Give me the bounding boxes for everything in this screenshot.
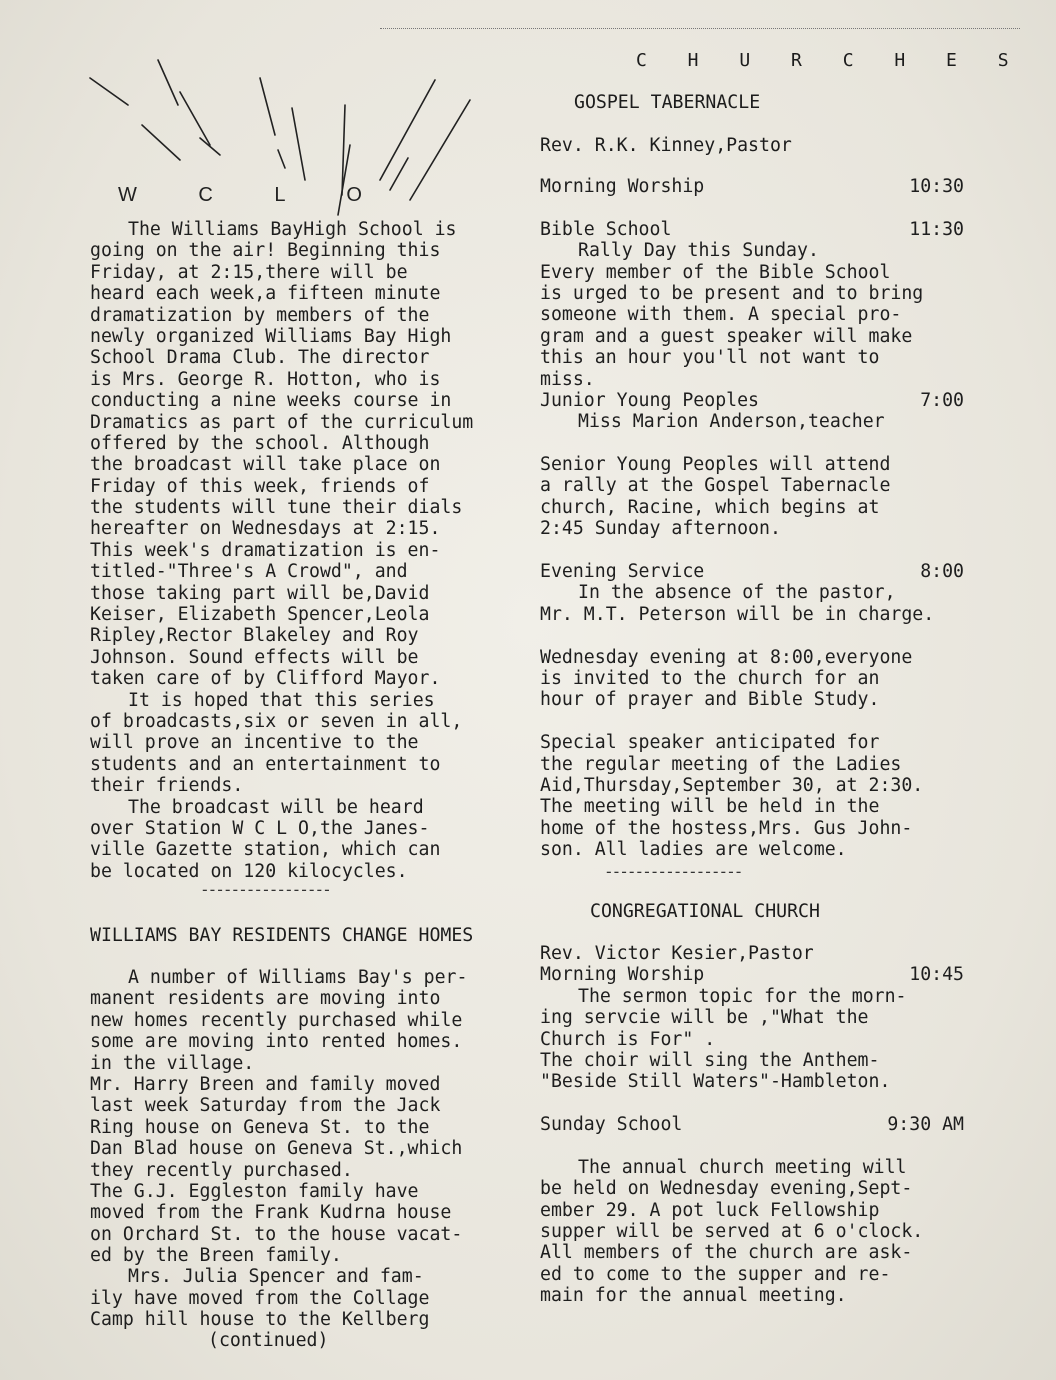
- residents-text-line: Ring house on Geneva St. to the: [90, 1116, 430, 1138]
- broadcast-text-line: titled-"Three's A Crowd", and: [90, 561, 408, 583]
- gospel-text-line: this an hour you'll not want to: [540, 347, 880, 369]
- service-name: Morning Worship: [540, 964, 705, 986]
- residents-text-line: A number of Williams Bay's per-: [128, 967, 468, 988]
- broadcast-text-line: hereafter on Wednesdays at 2:15.: [90, 518, 441, 540]
- service-name: Evening Service: [540, 561, 705, 583]
- residents-text-line: moved from the Frank Kudrna house: [90, 1202, 452, 1224]
- blank-line: [540, 540, 964, 561]
- broadcast-text-line: The Williams BayHigh School is: [128, 219, 457, 240]
- schedule-row: [540, 1114, 964, 1135]
- gospel-text-line: 2:45 Sunday afternoon.: [540, 518, 781, 540]
- residents-text-line: The G.J. Eggleston family have: [90, 1180, 419, 1202]
- broadcast-text-line: The broadcast will be heard: [128, 796, 424, 818]
- congregational-text-line: ember 29. A pot luck Fellowship: [540, 1199, 880, 1221]
- continued-note: (continued): [208, 1330, 329, 1351]
- broadcast-text-line: taken care of by Clifford Mayor.: [90, 668, 441, 690]
- broadcast-text-line: heard each week,a fifteen minute: [90, 283, 441, 305]
- schedule-row: [540, 219, 964, 240]
- gospel-text-line: home of the hostess,Mrs. Gus John-: [540, 817, 913, 839]
- residents-article-title: WILLIAMS BAY RESIDENTS CHANGE HOMES: [90, 925, 474, 946]
- gospel-text-line: Special speaker anticipated for: [540, 732, 880, 754]
- service-time: 9:30 AM: [887, 1114, 964, 1136]
- broadcast-text-line: Johnson. Sound effects will be: [90, 646, 419, 668]
- broadcast-text-line: Ripley,Rector Blakeley and Roy: [90, 625, 419, 647]
- gospel-text-line: church, Racine, which begins at: [540, 496, 880, 518]
- article-divider: -----------------: [200, 880, 330, 899]
- blank-line: [540, 433, 964, 454]
- broadcast-text-line: the students will tune their dials: [90, 497, 463, 519]
- service-name: Sunday School: [540, 1114, 683, 1136]
- service-time: 10:45: [909, 964, 964, 986]
- blank-line: [540, 943, 964, 964]
- broadcast-text-line: students and an entertainment to: [90, 753, 441, 775]
- blank-line: [540, 625, 964, 646]
- service-time: 10:30: [909, 176, 964, 197]
- gospel-text-line: miss.: [540, 368, 595, 390]
- congregational-pastor: Rev. Victor Kesier,Pastor: [540, 943, 814, 964]
- top-rule: [380, 28, 1020, 29]
- gospel-text-line: is urged to be present and to bring: [540, 282, 924, 304]
- broadcast-text-line: going on the air! Beginning this: [90, 240, 441, 262]
- gospel-text-line: The meeting will be held in the: [540, 796, 880, 818]
- blank-line: [540, 1093, 964, 1114]
- congregational-text-line: supper will be served at 6 o'clock.: [540, 1221, 924, 1243]
- congregational-text-line: The sermon topic for the morn-: [578, 985, 907, 1007]
- broadcast-text-line: ville Gazette station, which can: [90, 839, 441, 861]
- residents-text-line: new homes recently purchased while: [90, 1009, 463, 1031]
- gospel-text-line: In the absence of the pastor,: [578, 582, 896, 604]
- congregational-text-line: ing servcie will be ,"What the: [540, 1007, 869, 1029]
- congregational-text-line: main for the annual meeting.: [540, 1285, 847, 1307]
- congregational-text-line: "Beside Still Waters"-Hambleton.: [540, 1071, 891, 1093]
- residents-text-line: Mrs. Julia Spencer and fam-: [128, 1266, 424, 1288]
- broadcast-text-line: of broadcasts,six or seven in all,: [90, 710, 463, 732]
- churches-heading: C H U R C H E S: [636, 50, 1024, 71]
- schedule-row: [540, 176, 964, 197]
- broadcast-text-line: the broadcast will take place on: [90, 454, 441, 476]
- broadcast-text-line: It is hoped that this series: [128, 689, 435, 711]
- gospel-text-line: the regular meeting of the Ladies: [540, 753, 902, 775]
- service-name: Bible School: [540, 218, 672, 240]
- congregational-church-title: CONGREGATIONAL CHURCH: [590, 901, 820, 922]
- broadcast-text-line: This week's dramatization is en-: [90, 539, 441, 561]
- blank-line: [540, 1136, 964, 1157]
- section-divider: ------------------: [604, 862, 742, 881]
- schedule-row: [540, 964, 964, 985]
- service-time: 11:30: [909, 218, 964, 240]
- residents-text-line: they recently purchased.: [90, 1159, 353, 1181]
- service-time: 8:00: [920, 561, 964, 583]
- station-call-letters: W C L O: [118, 184, 390, 206]
- service-name: Junior Young Peoples: [540, 389, 759, 411]
- gospel-tabernacle-schedule: [540, 176, 964, 861]
- residents-text-line: manent residents are moving into: [90, 988, 441, 1010]
- residents-article: [90, 967, 467, 1331]
- congregational-text-line: All members of the church are ask-: [540, 1242, 913, 1264]
- broadcast-text-line: be located on 120 kilocycles.: [90, 860, 408, 882]
- congregational-schedule: [540, 943, 964, 1307]
- gospel-text-line: someone with them. A special pro-: [540, 304, 902, 326]
- residents-text-line: on Orchard St. to the house vacat-: [90, 1223, 463, 1245]
- residents-text-line: ed by the Breen family.: [90, 1245, 342, 1267]
- broadcast-text-line: Friday, at 2:15,there will be: [90, 261, 408, 283]
- congregational-text-line: Church is For" .: [540, 1028, 716, 1050]
- broadcast-text-line: School Drama Club. The director: [90, 347, 430, 369]
- broadcast-text-line: offered by the school. Although: [90, 432, 430, 454]
- gospel-text-line: Mr. M.T. Peterson will be in charge.: [540, 603, 935, 625]
- broadcast-text-line: Dramatics as part of the curriculum: [90, 411, 474, 433]
- gospel-text-line: Rally Day this Sunday.: [578, 240, 819, 262]
- blank-line: [540, 711, 964, 732]
- residents-text-line: ily have moved from the Collage: [90, 1287, 430, 1309]
- residents-text-line: Dan Blad house on Geneva St.,which: [90, 1138, 463, 1160]
- broadcast-text-line: Friday of this week, friends of: [90, 475, 430, 497]
- gospel-text-line: Miss Marion Anderson,teacher: [578, 411, 885, 433]
- blank-line: [540, 197, 964, 218]
- broadcast-text-line: newly organized Williams Bay High: [90, 325, 452, 347]
- gospel-text-line: Wednesday evening at 8:00,everyone: [540, 646, 913, 668]
- congregational-text-line: The annual church meeting will: [578, 1156, 907, 1178]
- gospel-tabernacle-title: GOSPEL TABERNACLE: [574, 92, 761, 113]
- congregational-text-line: The choir will sing the Anthem-: [540, 1049, 880, 1071]
- broadcast-text-line: dramatization by members of the: [90, 304, 430, 326]
- congregational-text-line: ed to come to the supper and re-: [540, 1263, 891, 1285]
- gospel-text-line: Every member of the Bible School: [540, 261, 891, 283]
- residents-text-line: some are moving into rented homes.: [90, 1031, 463, 1053]
- service-name: Morning Worship: [540, 176, 705, 197]
- gospel-text-line: Aid,Thursday,September 30, at 2:30.: [540, 774, 924, 796]
- gospel-pastor: Rev. R.K. Kinney,Pastor: [540, 135, 792, 156]
- gospel-text-line: son. All ladies are welcome.: [540, 839, 847, 861]
- broadcast-text-line: their friends.: [90, 775, 244, 797]
- broadcast-text-line: Keiser, Elizabeth Spencer,Leola: [90, 604, 430, 626]
- residents-text-line: in the village.: [90, 1052, 255, 1074]
- gospel-text-line: gram and a guest speaker will make: [540, 325, 913, 347]
- schedule-row: [540, 390, 964, 411]
- congregational-text-line: be held on Wednesday evening,Sept-: [540, 1178, 913, 1200]
- broadcast-text-line: those taking part will be,David: [90, 582, 430, 604]
- broadcast-text-line: conducting a nine weeks course in: [90, 390, 452, 412]
- residents-text-line: last week Saturday from the Jack: [90, 1095, 441, 1117]
- gospel-text-line: is invited to the church for an: [540, 667, 880, 689]
- broadcast-text-line: is Mrs. George R. Hotton, who is: [90, 368, 441, 390]
- residents-text-line: Camp hill house to the Kellberg: [90, 1309, 430, 1331]
- radio-broadcast-article: [90, 219, 473, 882]
- gospel-text-line: hour of prayer and Bible Study.: [540, 689, 880, 711]
- gospel-text-line: a rally at the Gospel Tabernacle: [540, 475, 891, 497]
- gospel-text-line: Senior Young Peoples will attend: [540, 454, 891, 476]
- broadcast-text-line: over Station W C L O,the Janes-: [90, 817, 430, 839]
- broadcast-text-line: will prove an incentive to the: [90, 732, 419, 754]
- service-time: 7:00: [920, 389, 964, 411]
- schedule-row: [540, 561, 964, 582]
- residents-text-line: Mr. Harry Breen and family moved: [90, 1073, 441, 1095]
